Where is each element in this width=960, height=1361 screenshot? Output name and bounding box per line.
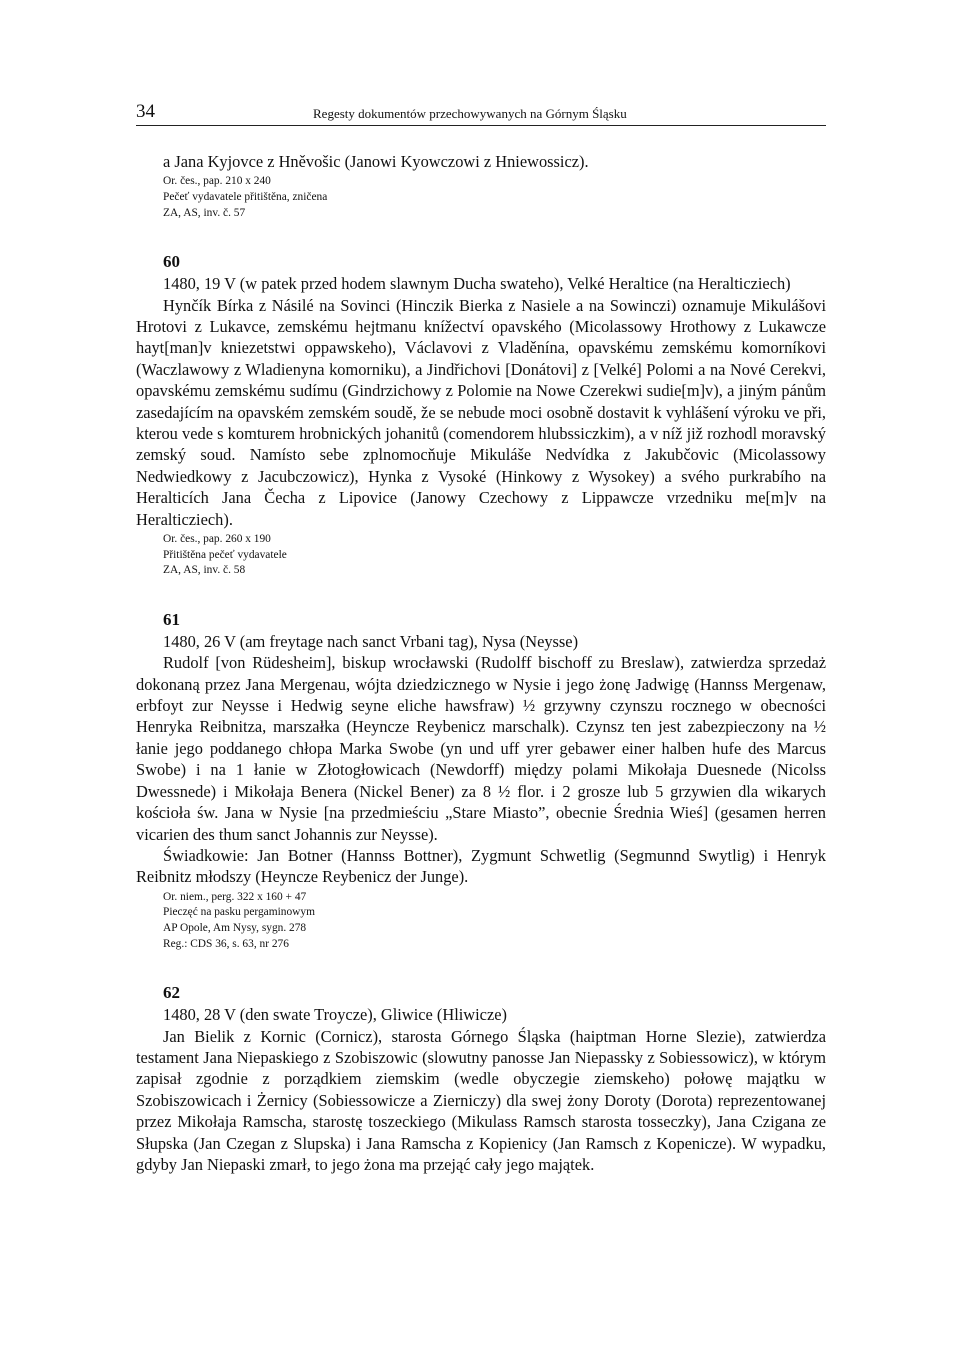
archival-note: Pieczęć na pasku pergaminowym xyxy=(163,906,315,919)
archival-note: Pečeť vydavatele přitištěna, zničena xyxy=(163,191,328,203)
regest-date-line: 1480, 19 V (w patek przed hodem slawnym Ducha swateho), Velké Heraltice (na Heralticziech) xyxy=(163,274,791,294)
archival-note: Or. čes., pap. 260 x 190 xyxy=(163,533,271,546)
archival-note: ZA, AS, inv. č. 57 xyxy=(163,206,246,219)
regest-62 xyxy=(136,982,826,1175)
archival-note: Or. čes., pap. 210 x 240 xyxy=(163,175,271,188)
regest-date-line: 1480, 26 V (am freytage nach sanct Vrbani tag), Nysa (Neysse) xyxy=(163,631,579,651)
opening-paragraph: a Jana Kyjovce z Hněvošic (Janowi Kyowczowi z Hniewossicz). xyxy=(163,152,589,171)
regest-body: Hynčík Bírka z Násilé na Sovinci (Hinczik Bierka z Nasiele a na Sowinczi) oznamuje Mikulášovi Hrotovi z Lukavce, zemskému hejtmanu knížectví opavského (Micolassowy Hrothowy z Lukawcze hayt[man]v kniezetstwi oppawskeho), Václavovi z Vladěnína, opavskému zemskému komorníkovi (Waczlawowy z Wladienyna komorniku), a Jindřichovi [Donátovi] z [Velké] Polomi a na Nové Cerekvi, opavskému zemskému sudímu (Gindrzichowy z Polomie na Nowe Czerekwi sudie[m]v), a jiným pánům zasedajícím na opavském zemském soudě, že se nebude moci osobně dostavit k vyhlášení výroku ve při, kterou vede s komturem hrobnických johanitů (comendorem hlubssiczkim), a v níž již rozhodl moravský zemský soud. Namísto sebe zplnomocňuje Mikuláše Nedvídka z Jakubčovic (Micolassowy Nedwiedkowy z Jacubczowicz), Hynka z Vysoké (Hinkowy z Wysokey) a svého purkrabího na Heralticích Jana Čecha z Lipovice (Janowy Czechowy z Lippawcze vrzedniku me[m]v na Heralticziech). xyxy=(136,295,826,529)
regest-number: 60 xyxy=(163,252,180,272)
regest-number: 62 xyxy=(163,983,180,1003)
page-content xyxy=(136,151,826,1175)
regest-body: Rudolf [von Rüdesheim], biskup wrocławski (Rudolff bischoff zu Breslaw), zatwierdza sprzedaż dokonaną przez Jana Mergenau, wójta dziedzicznego w Nysie i jego żonę Jadwigę (Hannss Mergenaw, erbfoyt zur Neysse i Hedwig seyne eliche hawsfraw) ½ grzywny czynszu rocznego w obecności Henryka Reibnitza, marszałka (Heyncze Reybenicz marschalk). Czynsz ten jest zabezpieczony na ½ łanie jego poddanego chłopa Marka Swobe (yn und uff yrer gebawer einer halben hufe des Marcus Swobe) i na 1 łanie w Złotogłowicach (Newdorff) między polami Mikołaja Duesnede (Nicolss Dwessnede) i Mikołaja Benera (Nickel Bener) za 8 ½ flor. i 2 grosze lub 5 grzywien dla wikarych kościoła św. Jana w Nysie [na przedmieściu „Stare Miasto”, obecnie Średnia Wieś] (gesamen herren vicarien des thum sanct Johannis zur Neysse). xyxy=(136,653,826,844)
regest-61 xyxy=(136,609,826,952)
regest-60 xyxy=(136,251,826,579)
archival-note: AP Opole, Am Nysy, sygn. 278 xyxy=(163,921,307,934)
archival-note: ZA, AS, inv. č. 58 xyxy=(163,564,246,577)
opening-notes xyxy=(163,174,826,221)
page-number: 34 xyxy=(136,101,155,122)
regest-body: Jan Bielik z Kornic (Cornicz), starosta Górnego Śląska (haiptman Horne Slezie), zatwierdza testament Jana Niepaskiego z Szobiszowic (slowutny panosse Jan Niepassky z Sobiessowicz), w którym zapisał zgodnie z porządkiem ziemskim (wedle obyczegie ziemskeho) połowę majątku w Szobiszowicach i Żernicy (Sobiessowicze a Zierniczy) dla swej żony Doroty (Dorota) reprezentowanej przez Mikołaja Ramscha, starostę toszeckiego (Mikulass Ramsch starosta tosseczky), Jana Czigana ze Słupska (Jan Czegan z Slupska) i Jana Ramscha z Kopienicy (Jan Ramsch z Kopenicze). W wypadku, gdyby Jan Niepaski zmarł, to jego żona ma przejąć cały jego majątek. xyxy=(136,1026,826,1174)
regest-number: 61 xyxy=(163,609,180,629)
regest-date-line: 1480, 28 V (den swate Troycze), Gliwice (Hliwicze) xyxy=(163,1005,507,1025)
page-header xyxy=(136,101,826,126)
archival-note: Přitištěna pečeť vydavatele xyxy=(163,548,287,561)
regest-notes xyxy=(163,532,826,579)
archival-note: Or. niem., perg. 322 x 160 + 47 xyxy=(163,890,307,903)
archival-note: Reg.: CDS 36, s. 63, nr 276 xyxy=(163,937,289,950)
running-title: Regesty dokumentów przechowywanych na Górnym Śląsku xyxy=(313,106,627,121)
regest-witnesses: Świadkowie: Jan Botner (Hannss Bottner), Zygmunt Schwetlig (Segmunnd Swytlig) i Henryk Reibnitz młodszy (Heyncze Reybenicz der Junge). xyxy=(136,845,826,887)
regest-notes xyxy=(163,890,826,952)
